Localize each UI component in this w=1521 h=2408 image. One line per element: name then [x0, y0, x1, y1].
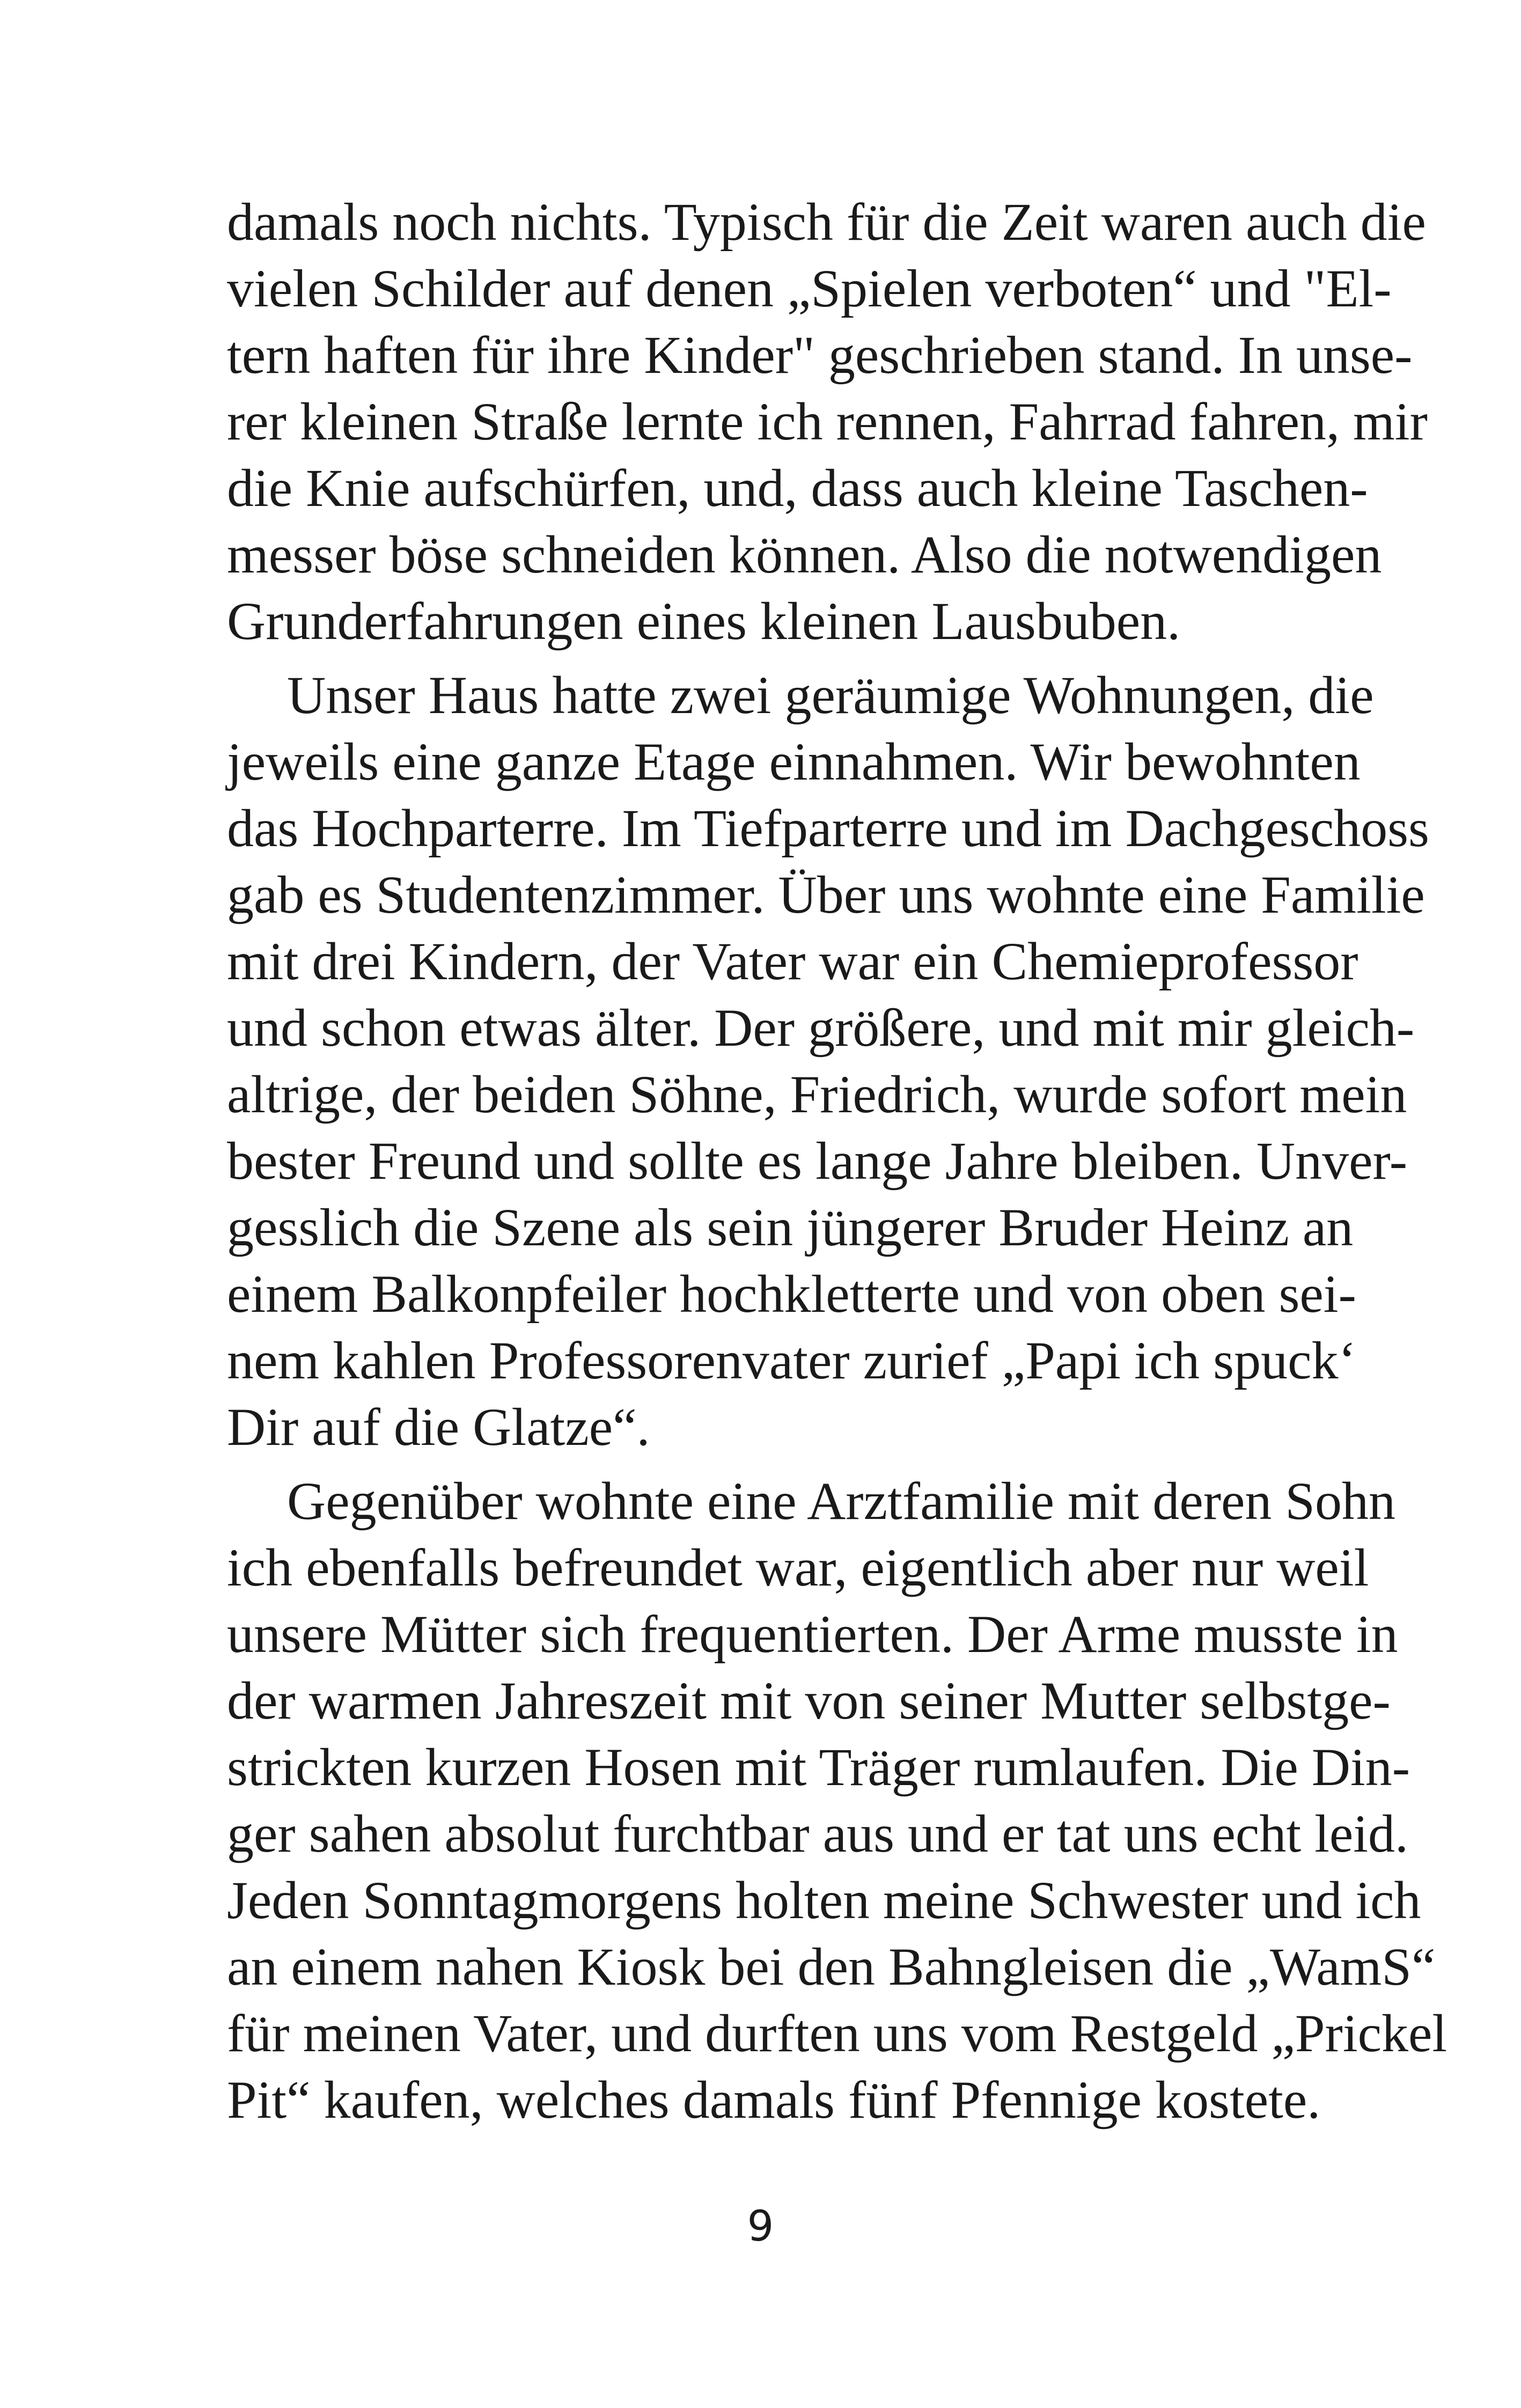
text-line: die Knie aufschürfen, und, dass auch kleine Taschen- [227, 458, 1368, 518]
text-line: gesslich die Szene als sein jüngerer Bruder Heinz an [227, 1198, 1354, 1257]
text-line: gab es Studentenzimmer. Über uns wohnte eine Familie [227, 865, 1425, 924]
text-line: mit drei Kindern, der Vater war ein Chemieprofessor [227, 931, 1358, 991]
paragraph-3 [227, 1468, 1447, 2133]
paragraph-2 [227, 662, 1429, 1460]
text-line: damals noch nichts. Typisch für die Zeit waren auch die [227, 192, 1426, 252]
text-line: Dir auf die Glatze“. [227, 1397, 650, 1457]
text-line: Unser Haus hatte zwei geräumige Wohnungen, die [287, 665, 1374, 725]
text-line: rer kleinen Straße lernte ich rennen, Fahrrad fahren, mir [227, 392, 1428, 451]
text-line: jeweils eine ganze Etage einnahmen. Wir bewohnten [227, 732, 1361, 791]
text-line: Grunderfahrungen eines kleinen Lausbuben. [227, 591, 1181, 651]
text-line: vielen Schilder auf denen „Spielen verboten“ und "El- [227, 259, 1392, 318]
text-line: nem kahlen Professorenvater zurief „Papi ich spuck‘ [227, 1331, 1356, 1390]
text-line: Gegenüber wohnte eine Arztfamilie mit deren Sohn [287, 1471, 1396, 1531]
text-line: für meinen Vater, und durften uns vom Restgeld „Prickel [227, 2003, 1447, 2063]
text-line: ger sahen absolut furchtbar aus und er tat uns echt leid. [227, 1804, 1409, 1863]
text-line: tern haften für ihre Kinder" geschrieben stand. In unse- [227, 325, 1413, 385]
text-line: an einem nahen Kiosk bei den Bahngleisen die „WamS“ [227, 1937, 1436, 1996]
text-line: ich ebenfalls befreundet war, eigentlich aber nur weil [227, 1538, 1369, 1597]
text-line: bester Freund und sollte es lange Jahre bleiben. Unver- [227, 1131, 1408, 1191]
text-line: der warmen Jahreszeit mit von seiner Mutter selbstge- [227, 1671, 1391, 1730]
text-line: unsere Mütter sich frequentierten. Der Arme musste in [227, 1604, 1398, 1664]
body-text [227, 189, 1447, 2133]
text-line: und schon etwas älter. Der größere, und mit mir gleich- [227, 998, 1415, 1058]
page-number: 9 [747, 2203, 774, 2251]
text-line: Jeden Sonntagmorgens holten meine Schwester und ich [227, 1870, 1421, 1930]
text-line: altrige, der beiden Söhne, Friedrich, wurde sofort mein [227, 1064, 1407, 1124]
text-line: strickten kurzen Hosen mit Träger rumlaufen. Die Din- [227, 1737, 1410, 1797]
paragraph-1 [227, 189, 1428, 655]
text-line: Pit“ kaufen, welches damals fünf Pfennige kostete. [227, 2070, 1321, 2130]
text-line: einem Balkonpfeiler hochkletterte und von oben sei- [227, 1264, 1356, 1324]
text-line: messer böse schneiden können. Also die notwendigen [227, 525, 1382, 584]
text-line: das Hochparterre. Im Tiefparterre und im Dachgeschoss [227, 798, 1429, 858]
